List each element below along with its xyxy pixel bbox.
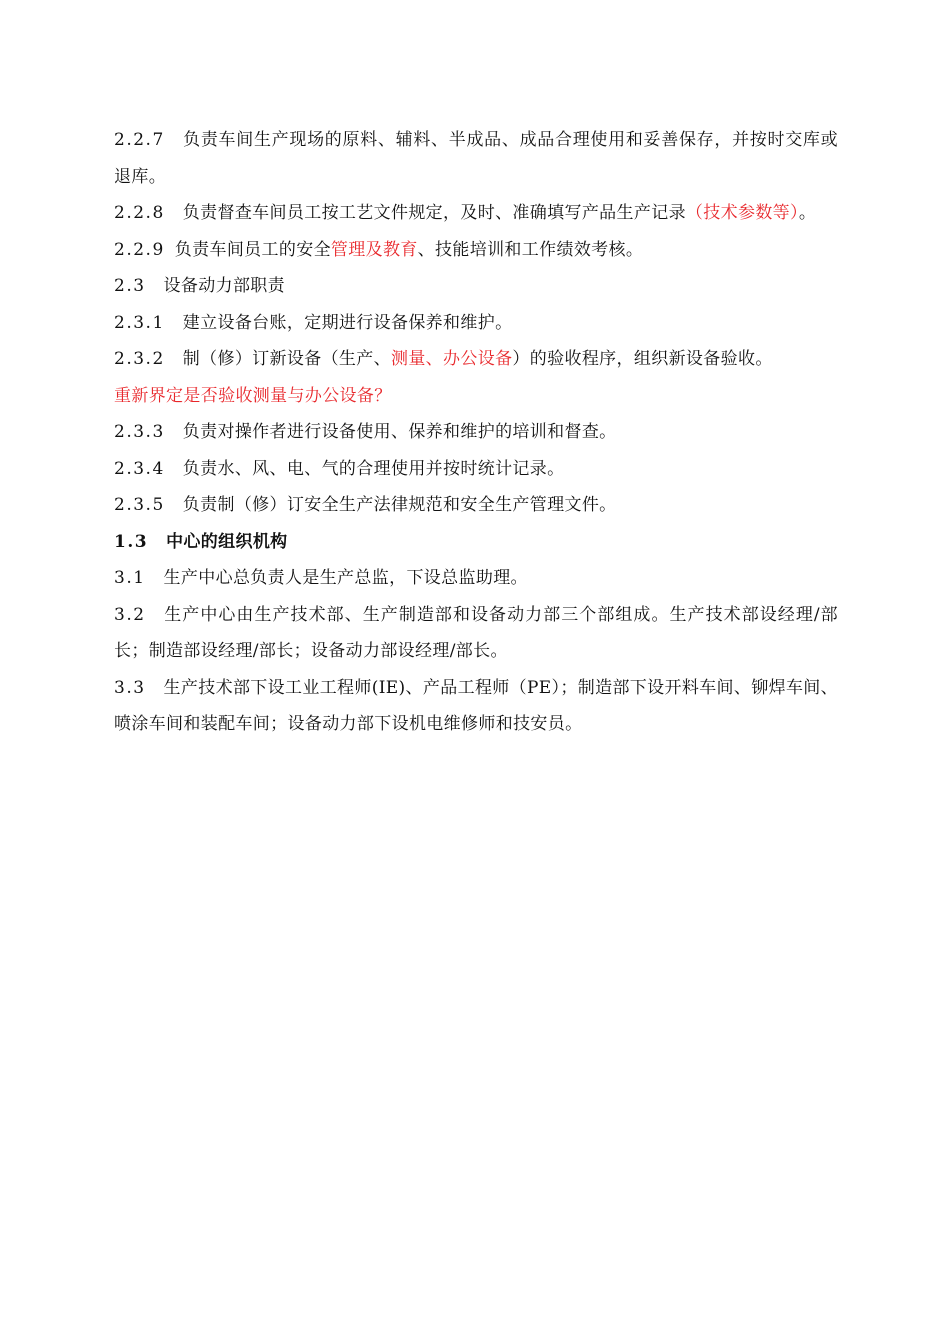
review-note: 重新界定是否验收测量与办公设备？ bbox=[114, 385, 392, 406]
clause-text: 负责车间生产现场的原料、辅料、半成品、成品合理使用和妥善保存，并按时交库或退库。 bbox=[114, 130, 838, 187]
clause-number: 3.1 bbox=[114, 568, 146, 588]
highlighted-text: 管理及教育 bbox=[330, 239, 418, 260]
clause-number: 3.2 bbox=[114, 604, 146, 625]
clause-text: 负责制（修）订安全生产法律规范和安全生产管理文件。 bbox=[182, 495, 617, 515]
clause-text: 生产技术部下设工业工程师(IE)、产品工程师（PE）；制造部下设开料车间、铆焊车间、喷涂车间和装配车间；设备动力部下设机电维修师和技安员。 bbox=[114, 677, 838, 734]
clause-text: 生产中心由生产技术部、生产制造部和设备动力部三个部组成。生产技术部设经理/部长；制造部设经理/部长；设备动力部设经理/部长。 bbox=[114, 604, 838, 661]
clause-2-3-5 bbox=[114, 487, 838, 524]
clause-2-3-2 bbox=[114, 341, 838, 378]
clause-text: 负责车间员工的安全 bbox=[174, 239, 331, 260]
section-2-3 bbox=[114, 268, 838, 305]
clause-number: 2.3.1 bbox=[114, 312, 165, 333]
clause-text: 负责督查车间员工按工艺文件规定，及时、准确填写产品生产记录 bbox=[182, 203, 686, 223]
clause-2-3-4 bbox=[114, 451, 838, 488]
clause-text: 负责水、风、电、气的合理使用并按时统计记录。 bbox=[182, 458, 565, 479]
clause-number: 2.2.7 bbox=[114, 130, 165, 150]
clause-2-2-9 bbox=[114, 232, 838, 269]
clause-number: 2.2.9 bbox=[114, 239, 165, 260]
clause-number: 2.2.8 bbox=[114, 203, 165, 223]
clause-number: 3.3 bbox=[114, 677, 146, 698]
heading-1-3 bbox=[114, 524, 838, 561]
heading-title: 中心的组织机构 bbox=[166, 531, 288, 552]
clause-3-1 bbox=[114, 560, 838, 597]
clause-2-2-7 bbox=[114, 122, 838, 195]
clause-text-end: 。 bbox=[798, 203, 817, 223]
clause-text-end: ）的验收程序，组织新设备验收。 bbox=[512, 349, 773, 369]
highlighted-text: 测量、办公设备 bbox=[390, 349, 513, 369]
clause-number: 2.3.3 bbox=[114, 422, 165, 442]
highlighted-text: （技术参数等） bbox=[685, 203, 799, 223]
clause-text: 生产中心总负责人是生产总监，下设总监助理。 bbox=[163, 568, 528, 588]
clause-text: 制（修）订新设备（生产、 bbox=[182, 349, 391, 369]
clause-2-2-8 bbox=[114, 195, 838, 232]
clause-text: 建立设备台账，定期进行设备保养和维护。 bbox=[182, 312, 513, 333]
document-body bbox=[114, 122, 838, 743]
clause-3-3 bbox=[114, 670, 838, 743]
clause-text-end: 、技能培训和工作绩效考核。 bbox=[417, 239, 644, 260]
heading-number: 1.3 bbox=[114, 531, 149, 552]
clause-3-2 bbox=[114, 597, 838, 670]
clause-text: 负责对操作者进行设备使用、保养和维护的培训和督查。 bbox=[182, 422, 617, 442]
section-number: 2.3 bbox=[114, 276, 146, 296]
clause-2-3-3 bbox=[114, 414, 838, 451]
clause-number: 2.3.5 bbox=[114, 495, 165, 515]
clause-number: 2.3.2 bbox=[114, 349, 165, 369]
section-title: 设备动力部职责 bbox=[163, 276, 285, 296]
clause-2-3-1 bbox=[114, 305, 838, 342]
clause-number: 2.3.4 bbox=[114, 458, 165, 479]
